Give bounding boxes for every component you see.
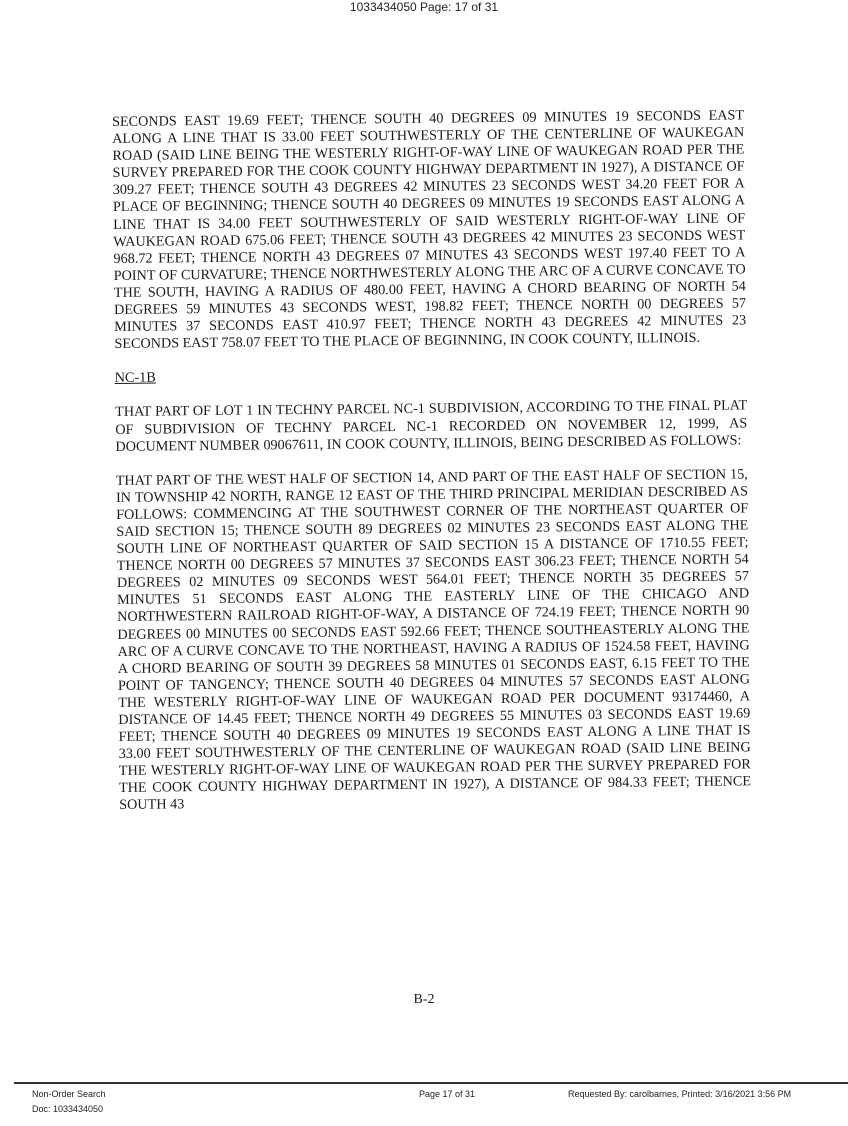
footer-divider [14, 1082, 848, 1084]
footer-doc-number: Doc: 1033434050 [32, 1104, 104, 1114]
footer-page-count: Page 17 of 31 [419, 1089, 476, 1099]
legal-description-paragraph: SECONDS EAST 19.69 FEET; THENCE SOUTH 40 DEGREES 09 MINUTES 19 SECONDS EAST ALONG A LINE THAT IS 33.00 FEET SOUTHWESTERLY OF THE CENTERLINE OF WAUKEGAN ROAD (SAID LINE BEING THE WESTERLY RIGHT-OF-WAY LINE OF WAUKEGAN ROAD PER THE SURVEY PREPARED FOR THE COOK COUNTY HIGHWAY DEPARTMENT IN 1927), A DISTANCE OF 309.27 FEET; THENCE SOUTH 43 DEGREES 42 MINUTES 23 SECONDS WEST 34.20 FEET FOR A PLACE OF BEGINNING; THENCE SOUTH 40 DEGREES 09 MINUTES 19 SECONDS EAST ALONG A LINE THAT IS 34.00 FEET SOUTHWESTERLY OF SAID WESTERLY RIGHT-OF-WAY LINE OF WAUKEGAN ROAD 675.06 FEET; THENCE SOUTH 43 DEGREES 42 MINUTES 23 SECONDS WEST 968.72 FEET; THENCE NORTH 43 DEGREES 07 MINUTES 43 SECONDS WEST 197.40 FEET TO A POINT OF CURVATURE; THENCE NORTHWESTERLY ALONG THE ARC OF A CURVE CONCAVE TO THE SOUTH, HAVING A RADIUS OF 480.00 FEET, HAVING A CHORD BEARING OF NORTH 54 DEGREES 59 MINUTES 43 SECONDS WEST, 198.82 FEET; THENCE NORTH 00 DEGREES 57 MINUTES 37 SECONDS EAST 410.97 FEET; THENCE NORTH 43 DEGREES 42 MINUTES 23 SECONDS EAST 758.07 FEET TO THE PLACE OF BEGINNING, IN COOK COUNTY, ILLINOIS. [112, 107, 747, 353]
document-body [112, 107, 751, 814]
exhibit-page-number: B-2 [413, 992, 435, 1007]
footer-search-type: Non-Order Search [32, 1089, 106, 1099]
footer-requested-by: Requested By: carolbarnes, Printed: 3/16/2021 3:56 PM [568, 1089, 792, 1099]
legal-description-paragraph: THAT PART OF THE WEST HALF OF SECTION 14, AND PART OF THE EAST HALF OF SECTION 15, IN TOWNSHIP 42 NORTH, RANGE 12 EAST OF THE THIRD PRINCIPAL MERIDIAN DESCRIBED AS FOLLOWS: COMMENCING AT THE SOUTHWEST CORNER OF THE NORTHEAST QUARTER OF SAID SECTION 15; THENCE SOUTH 89 DEGREES 02 MINUTES 23 SECONDS EAST ALONG THE SOUTH LINE OF NORTHEAST QUARTER OF SAID SECTION 15 A DISTANCE OF 1710.55 FEET; THENCE NORTH 00 DEGREES 57 MINUTES 37 SECONDS EAST 306.23 FEET; THENCE NORTH 54 DEGREES 02 MINUTES 09 SECONDS WEST 564.01 FEET; THENCE NORTH 35 DEGREES 57 MINUTES 51 SECONDS EAST ALONG THE EASTERLY LINE OF THE CHICAGO AND NORTHWESTERN RAILROAD RIGHT-OF-WAY, A DISTANCE OF 724.19 FEET; THENCE NORTH 90 DEGREES 00 MINUTES 00 SECONDS EAST 592.66 FEET; THENCE SOUTHEASTERLY ALONG THE ARC OF A CURVE CONCAVE TO THE NORTHEAST, HAVING A RADIUS OF 1524.58 FEET, HAVING A CHORD BEARING OF SOUTH 39 DEGREES 58 MINUTES 01 SECONDS EAST, 6.15 FEET TO THE POINT OF TANGENCY; THENCE SOUTH 40 DEGREES 04 MINUTES 57 SECONDS EAST ALONG THE WESTERLY RIGHT-OF-WAY LINE OF WAUKEGAN ROAD PER DOCUMENT 93174460, A DISTANCE OF 14.45 FEET; THENCE NORTH 49 DEGREES 55 MINUTES 03 SECONDS EAST 19.69 FEET; THENCE SOUTH 40 DEGREES 09 MINUTES 19 SECONDS EAST ALONG A LINE THAT IS 33.00 FEET SOUTHWESTERLY OF THE CENTERLINE OF WAUKEGAN ROAD (SAID LINE BEING THE WESTERLY RIGHT-OF-WAY LINE OF WAUKEGAN ROAD PER THE SURVEY PREPARED FOR THE COOK COUNTY HIGHWAY DEPARTMENT IN 1927), A DISTANCE OF 984.33 FEET; THENCE SOUTH 43 [115, 466, 752, 814]
document-header: 1033434050 Page: 17 of 31 [349, 0, 499, 14]
legal-description-paragraph: THAT PART OF LOT 1 IN TECHNY PARCEL NC-1 SUBDIVISION, ACCORDING TO THE FINAL PLAT OF SUBDIVISION OF TECHNY PARCEL NC-1 RECORDED ON NOVEMBER 12, 1999, AS DOCUMENT NUMBER 09067611, IN COOK COUNTY, ILLINOIS, BEING DESCRIBED AS FOLLOWS: [115, 397, 748, 455]
section-heading: NC-1B [114, 369, 156, 387]
